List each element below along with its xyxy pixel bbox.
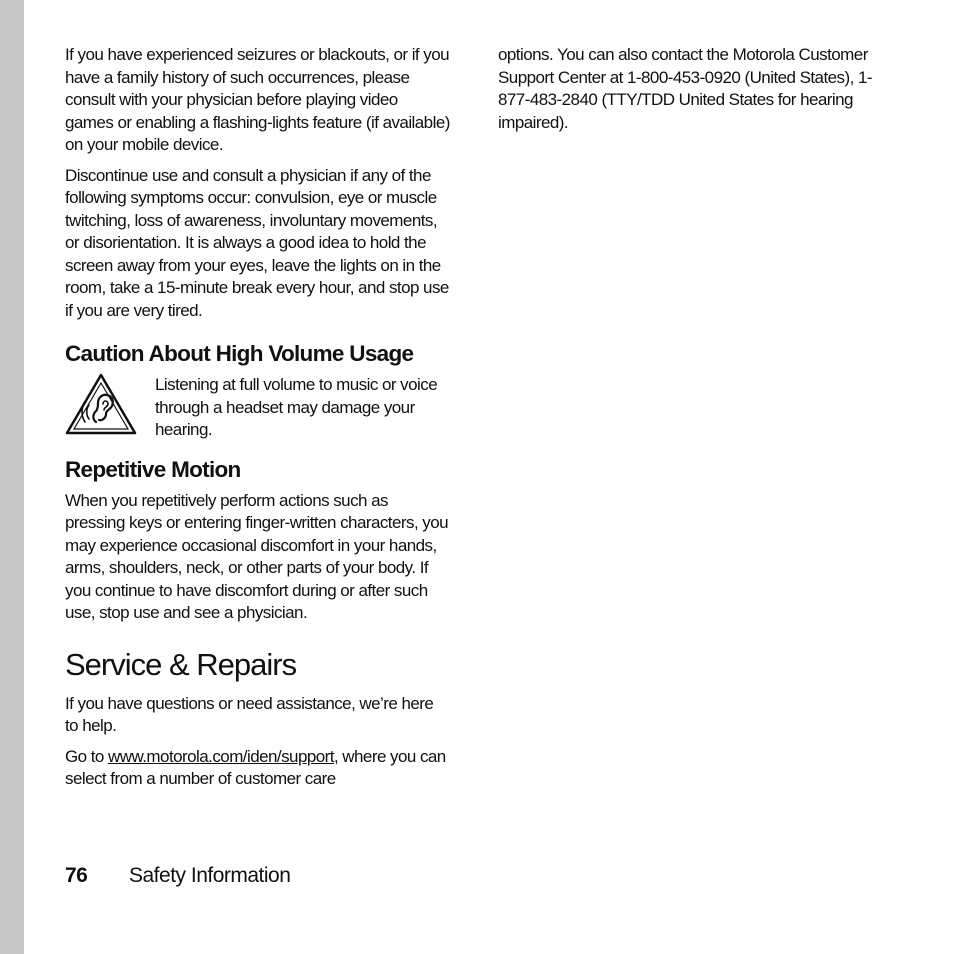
repetitive-motion-heading: Repetitive Motion bbox=[65, 456, 241, 482]
service-repairs-title: Service & Repairs bbox=[65, 646, 297, 682]
customer-support-paragraph: options. You can also contact the Motorola Customer Support Center at 1-800-453-0920 (United States), 1-877-483-2840 (TTY/TDD United States for hearing impaired). bbox=[498, 45, 872, 132]
right-column bbox=[498, 44, 888, 134]
seizure-paragraph: If you have experienced seizures or blackouts, or if you have a family history of such occurrences, please consult with your physician before playing video games or enabling a flashing-lights feature (if available) on your mobile device. bbox=[65, 45, 450, 154]
hearing-warning-icon bbox=[65, 372, 137, 436]
section-label: Safety Information bbox=[129, 864, 291, 887]
caution-text: Listening at full volume to music or voice through a headset may damage your hearing. bbox=[155, 375, 438, 439]
page-edge-strip bbox=[0, 0, 24, 954]
caution-block bbox=[65, 374, 450, 442]
service-help-paragraph: If you have questions or need assistance, we’re here to help. bbox=[65, 693, 434, 735]
page-footer bbox=[65, 864, 290, 888]
goto-prefix: Go to bbox=[65, 746, 109, 766]
support-link[interactable]: www.motorola.com/iden/support bbox=[108, 746, 334, 766]
goto-suffix: , where you can select from a number of customer care bbox=[65, 746, 446, 788]
page-number: 76 bbox=[65, 864, 88, 887]
caution-heading: Caution About High Volume Usage bbox=[65, 341, 414, 366]
repetitive-motion-paragraph: When you repetitively perform actions such as pressing keys or entering finger-written characters, you may experience occasional discomfort in your hands, arms, shoulders, neck, or other parts of your body. If you continue to have discomfort during or after such use, stop use and see a physician. bbox=[65, 490, 449, 622]
symptoms-paragraph: Discontinue use and consult a physician if any of the following symptoms occur: convulsion, eye or muscle twitching, loss of awareness, involuntary movements, or disorientation. It is always a good idea to hold the screen away from your eyes, leave the lights on in the room, take a 15-minute break every hour, and stop use if you are very tired. bbox=[65, 165, 449, 320]
service-goto-paragraph bbox=[65, 746, 450, 791]
left-column bbox=[65, 44, 450, 791]
